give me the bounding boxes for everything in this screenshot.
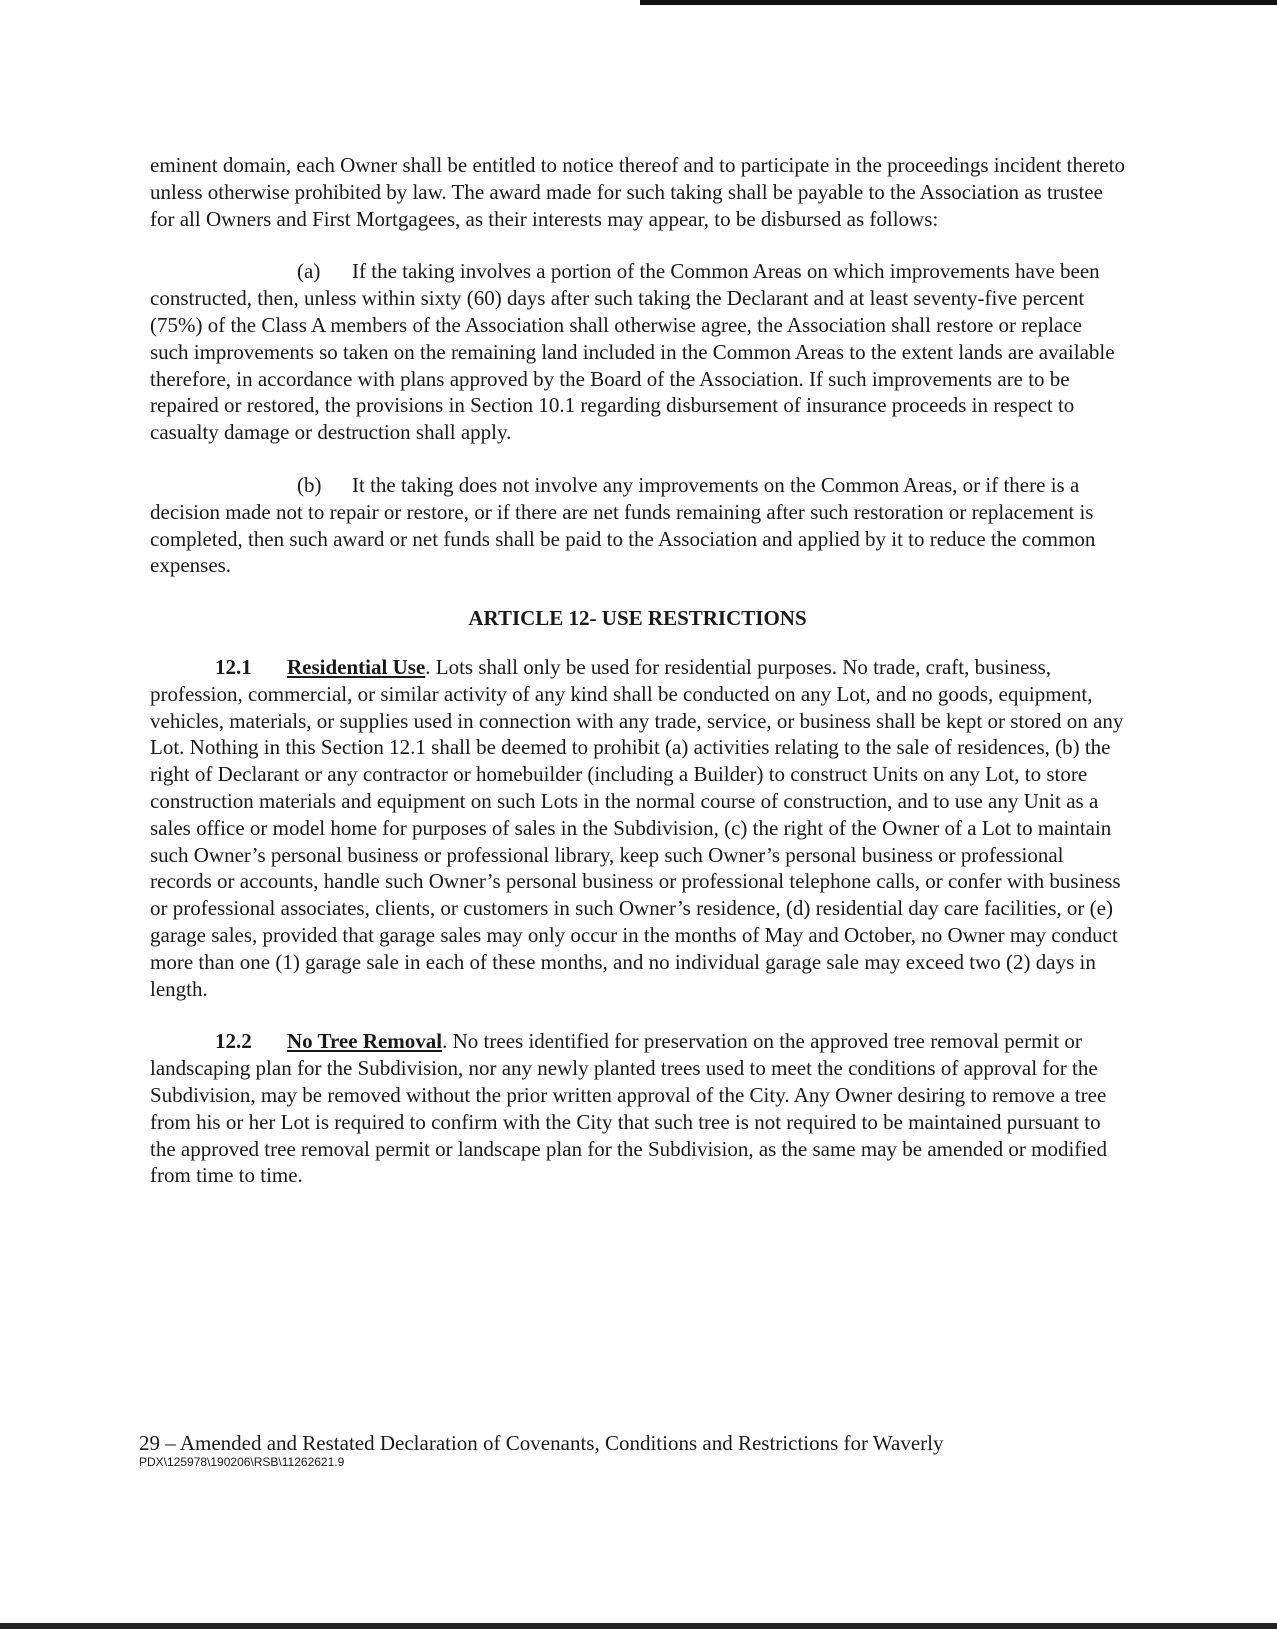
subsection-b-marker: (b)	[297, 472, 322, 497]
subsection-a	[150, 258, 1125, 446]
page-footer	[139, 1431, 1139, 1470]
subsection-b-text: It the taking does not involve any improvements on the Common Areas, or if there is a decision made not to repair or restore, or if there are net funds remaining after such restoration or replacement is completed, then such award or net funds shall be paid to the Association and applied by it to reduce the common expenses.	[150, 472, 1096, 578]
article-heading: ARTICLE 12- USE RESTRICTIONS	[468, 606, 807, 631]
section-12-1-text: . Lots shall only be used for residential purposes. No trade, craft, business, profession, commercial, or similar activity of any kind shall be conducted on any Lot, and no goods, equipment, vehicles, materials, or supplies used in connection with any trade, service, or business shall be kept or stored on any Lot. Nothing in this Section 12.1 shall be deemed to prohibit (a) activities relating to the sale of residences, (b) the right of Declarant or any contractor or homebuilder (including a Builder) to construct Units on any Lot, to store construction materials and equipment on such Lots in the normal course of construction, and to use any Unit as a sales office or model home for purposes of sales in the Subdivision, (c) the right of the Owner of a Lot to maintain such Owner’s personal business or professional library, keep such Owner’s personal business or professional records or accounts, handle such Owner’s personal business or professional telephone calls, or confer with business or professional associates, clients, or customers in such Owner’s residence, (d) residential day care facilities, or (e) garage sales, provided that garage sales may only occur in the months of May and October, no Owner may conduct more than one (1) garage sale in each of these months, and no individual garage sale may exceed two (2) days in length.	[150, 654, 1124, 1001]
section-12-1	[150, 654, 1125, 1002]
intro-paragraph: eminent domain, each Owner shall be entitled to notice thereof and to participate in the proceedings incident thereto unless otherwise prohibited by law. The award made for such taking shall be payable to the Association as trustee for all Owners and First Mortgagees, as their interests may appear, to be disbursed as follows:	[150, 153, 1125, 231]
section-12-2-title: No Tree Removal	[287, 1029, 443, 1054]
document-page	[150, 152, 1125, 1215]
footer-doc-code: PDX\125978\190206\RSB\11262621.9	[139, 1455, 345, 1469]
subsection-a-marker: (a)	[297, 259, 321, 284]
section-12-1-number: 12.1	[215, 654, 252, 679]
footer-page-line: 29 – Amended and Restated Declaration of Covenants, Conditions and Restrictions for Waverly	[139, 1431, 944, 1455]
scan-edge-top	[640, 0, 1277, 5]
subsection-b	[150, 472, 1125, 579]
section-12-2-number: 12.2	[215, 1029, 252, 1054]
scan-edge-bottom	[0, 1623, 1277, 1629]
section-12-2-text: . No trees identified for preservation on the approved tree removal permit or landscaping plan for the Subdivision, nor any newly planted trees used to meet the conditions of approval for the Subdivision, may be removed without the prior written approval of the City. Any Owner desiring to remove a tree from his or her Lot is required to confirm with the City that such tree is not required to be maintained pursuant to the approved tree removal permit or landscape plan for the Subdivision, as the same may be amended or modified from time to time.	[150, 1029, 1107, 1188]
section-12-2	[150, 1028, 1125, 1189]
subsection-a-text: If the taking involves a portion of the Common Areas on which improvements have been constructed, then, unless within sixty (60) days after such taking the Declarant and at least seventy-five percent (75%) of the Class A members of the Association shall otherwise agree, the Association shall restore or replace such improvements so taken on the remaining land included in the Common Areas to the extent lands are available therefore, in accordance with plans approved by the Board of the Association. If such improvements are to be repaired or restored, the provisions in Section 10.1 regarding disbursement of insurance proceeds in respect to casualty damage or destruction shall apply.	[150, 259, 1115, 445]
section-12-1-title: Residential Use	[287, 654, 426, 679]
